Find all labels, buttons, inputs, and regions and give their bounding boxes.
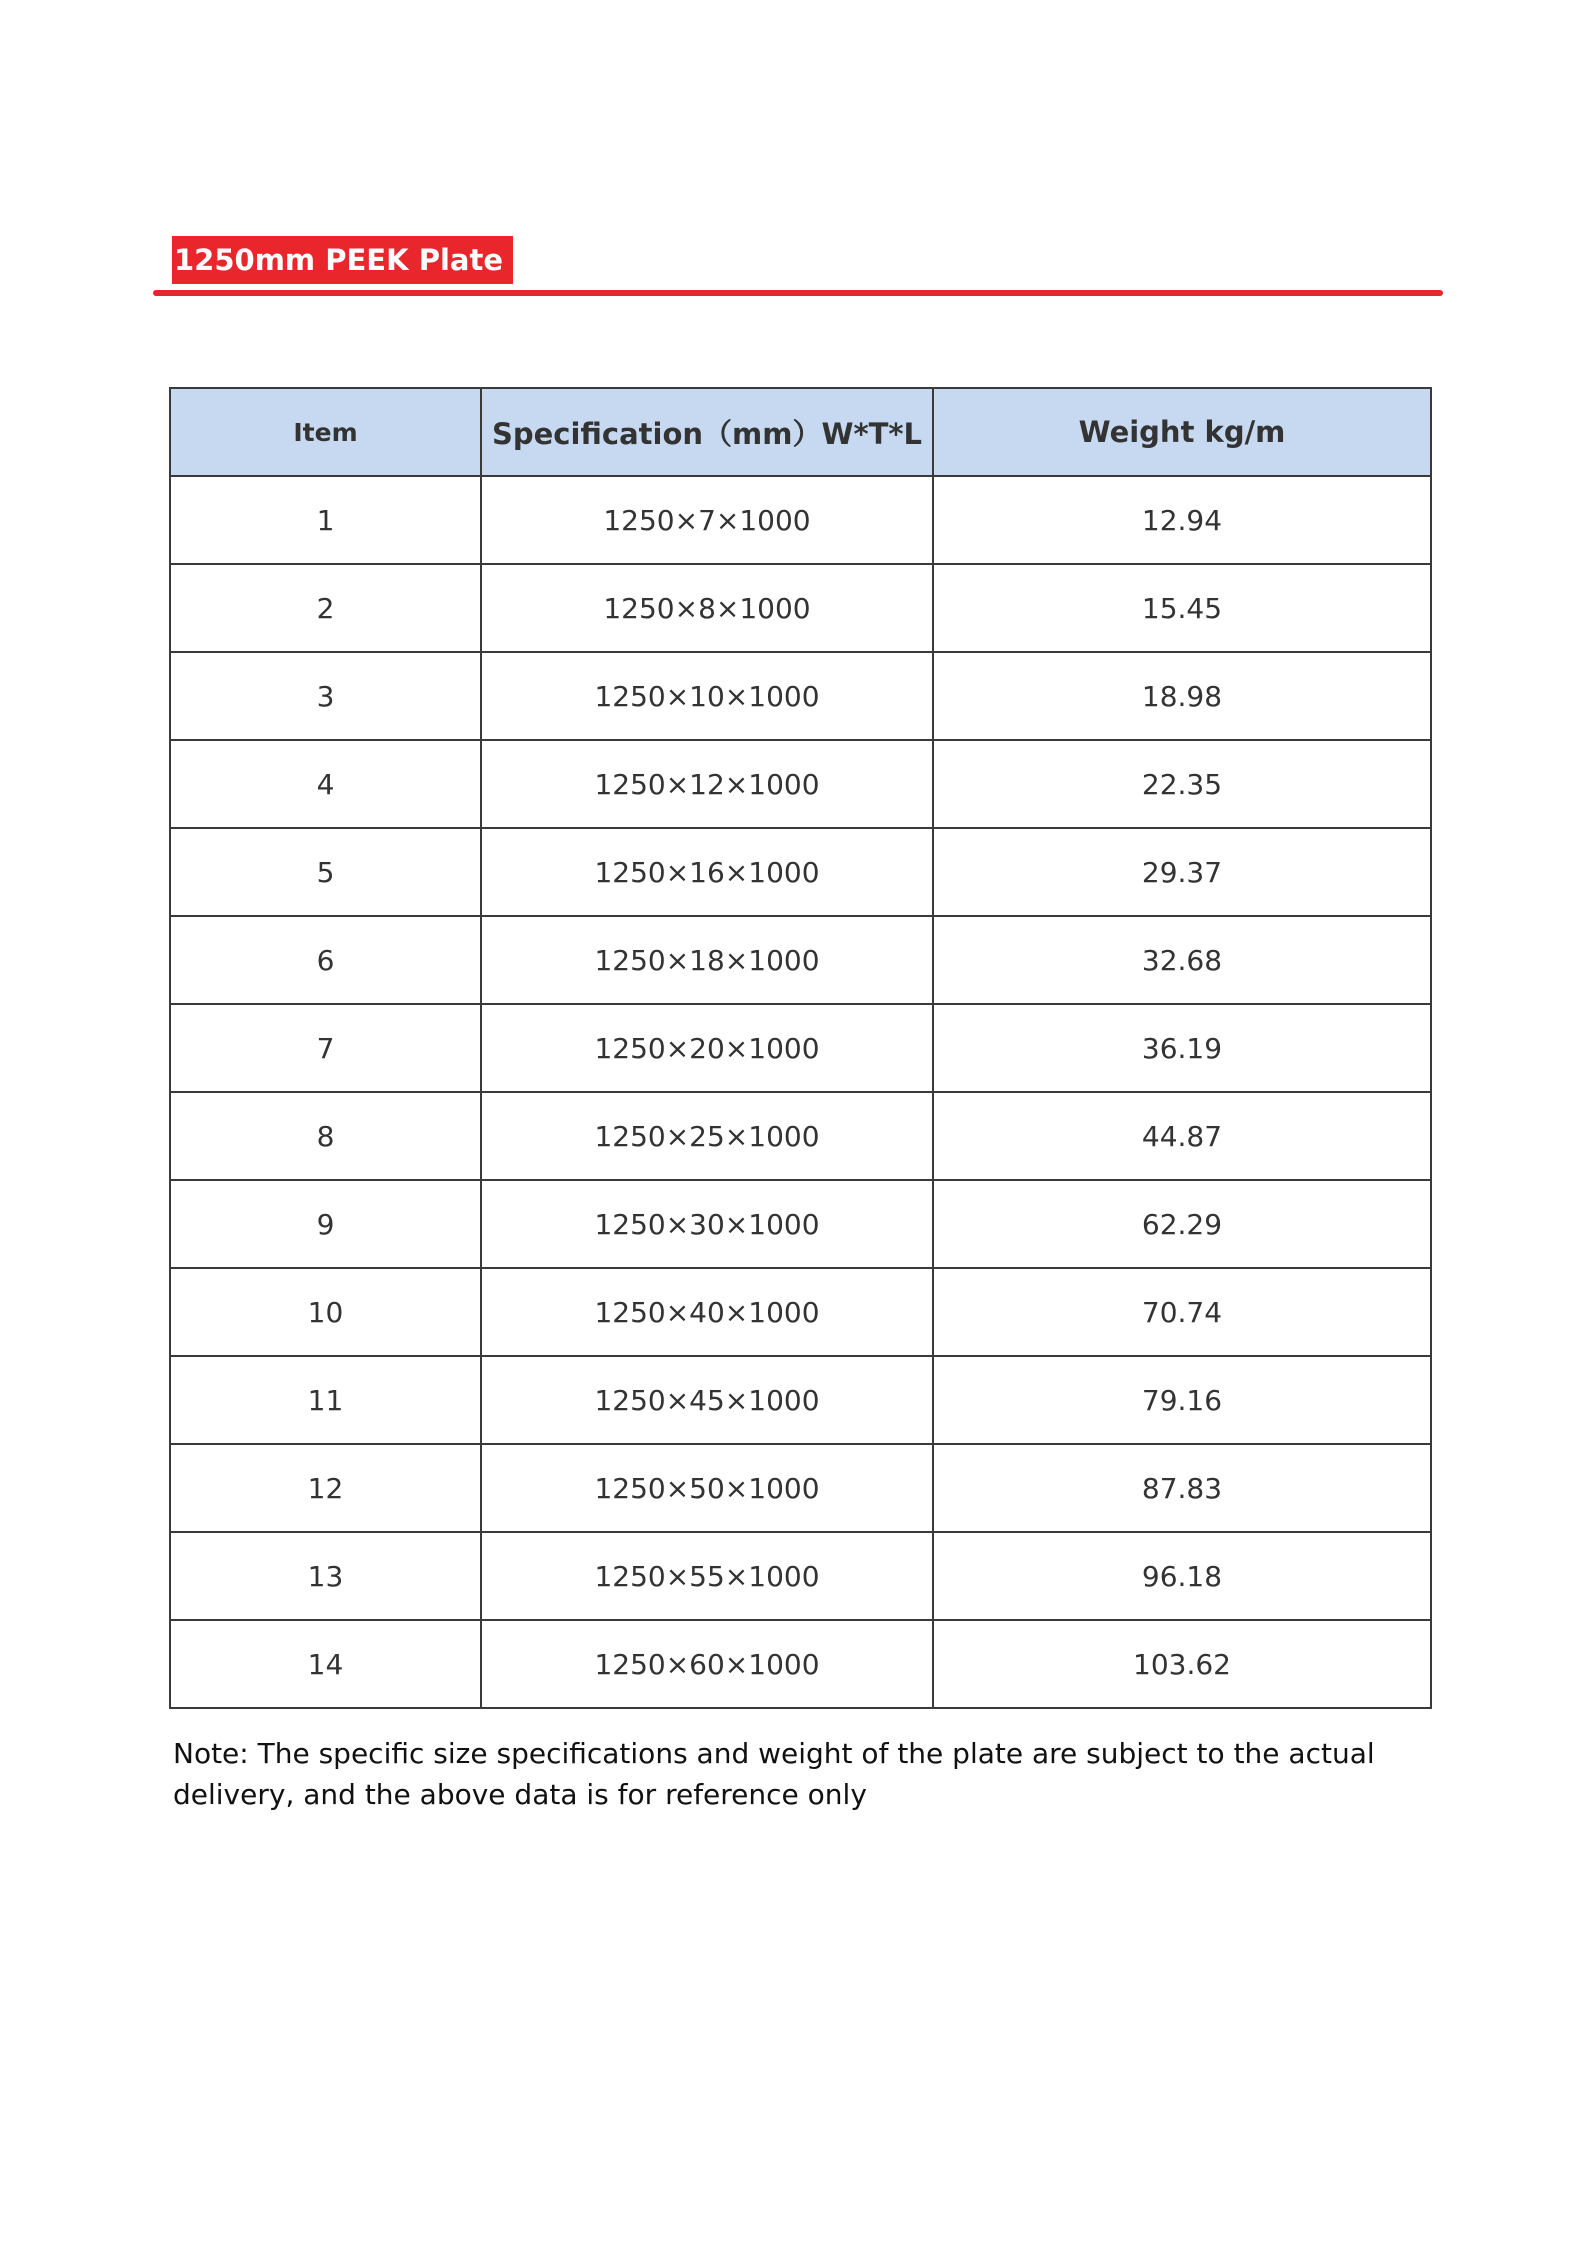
table-row xyxy=(170,1356,1431,1444)
cell-specification: 1250×25×1000 xyxy=(481,1092,933,1180)
cell-specification: 1250×40×1000 xyxy=(481,1268,933,1356)
cell-specification: 1250×18×1000 xyxy=(481,916,933,1004)
cell-weight: 70.74 xyxy=(933,1268,1431,1356)
cell-weight: 22.35 xyxy=(933,740,1431,828)
column-header-weight: Weight kg/m xyxy=(933,388,1431,476)
cell-weight: 29.37 xyxy=(933,828,1431,916)
cell-specification: 1250×20×1000 xyxy=(481,1004,933,1092)
cell-specification: 1250×60×1000 xyxy=(481,1620,933,1708)
table-row xyxy=(170,1180,1431,1268)
cell-specification: 1250×7×1000 xyxy=(481,476,933,564)
table-row xyxy=(170,1092,1431,1180)
cell-weight: 44.87 xyxy=(933,1092,1431,1180)
spec-table xyxy=(169,387,1432,1709)
table-row xyxy=(170,476,1431,564)
cell-specification: 1250×55×1000 xyxy=(481,1532,933,1620)
cell-item: 13 xyxy=(170,1532,481,1620)
table-body xyxy=(170,476,1431,1708)
cell-weight: 87.83 xyxy=(933,1444,1431,1532)
column-header-specification: Specification（mm）W*T*L xyxy=(481,388,933,476)
table-row xyxy=(170,1004,1431,1092)
cell-item: 9 xyxy=(170,1180,481,1268)
table-row xyxy=(170,1620,1431,1708)
cell-item: 3 xyxy=(170,652,481,740)
cell-specification: 1250×12×1000 xyxy=(481,740,933,828)
table-row xyxy=(170,652,1431,740)
table-row xyxy=(170,916,1431,1004)
cell-weight: 12.94 xyxy=(933,476,1431,564)
cell-specification: 1250×16×1000 xyxy=(481,828,933,916)
cell-weight: 96.18 xyxy=(933,1532,1431,1620)
table-row xyxy=(170,828,1431,916)
cell-item: 4 xyxy=(170,740,481,828)
cell-item: 8 xyxy=(170,1092,481,1180)
cell-item: 12 xyxy=(170,1444,481,1532)
table-row xyxy=(170,740,1431,828)
cell-item: 5 xyxy=(170,828,481,916)
cell-item: 2 xyxy=(170,564,481,652)
title-badge xyxy=(172,236,513,284)
cell-item: 11 xyxy=(170,1356,481,1444)
table-row xyxy=(170,1532,1431,1620)
page-title: 1250mm PEEK Plate xyxy=(174,243,503,277)
cell-specification: 1250×8×1000 xyxy=(481,564,933,652)
cell-specification: 1250×45×1000 xyxy=(481,1356,933,1444)
cell-specification: 1250×10×1000 xyxy=(481,652,933,740)
cell-weight: 32.68 xyxy=(933,916,1431,1004)
footnote: Note: The specific size specifications and weight of the plate are subject to the actual delivery, and the above data is for reference only xyxy=(173,1737,1375,1811)
column-header-item: Item xyxy=(170,388,481,476)
table-row xyxy=(170,1268,1431,1356)
table-row xyxy=(170,1444,1431,1532)
cell-item: 10 xyxy=(170,1268,481,1356)
cell-weight: 18.98 xyxy=(933,652,1431,740)
cell-item: 14 xyxy=(170,1620,481,1708)
cell-weight: 62.29 xyxy=(933,1180,1431,1268)
cell-weight: 79.16 xyxy=(933,1356,1431,1444)
cell-weight: 103.62 xyxy=(933,1620,1431,1708)
cell-item: 1 xyxy=(170,476,481,564)
cell-specification: 1250×30×1000 xyxy=(481,1180,933,1268)
cell-weight: 15.45 xyxy=(933,564,1431,652)
title-underline xyxy=(153,290,1443,296)
cell-item: 6 xyxy=(170,916,481,1004)
cell-specification: 1250×50×1000 xyxy=(481,1444,933,1532)
cell-weight: 36.19 xyxy=(933,1004,1431,1092)
cell-item: 7 xyxy=(170,1004,481,1092)
table-header-row xyxy=(170,388,1431,476)
table-row xyxy=(170,564,1431,652)
